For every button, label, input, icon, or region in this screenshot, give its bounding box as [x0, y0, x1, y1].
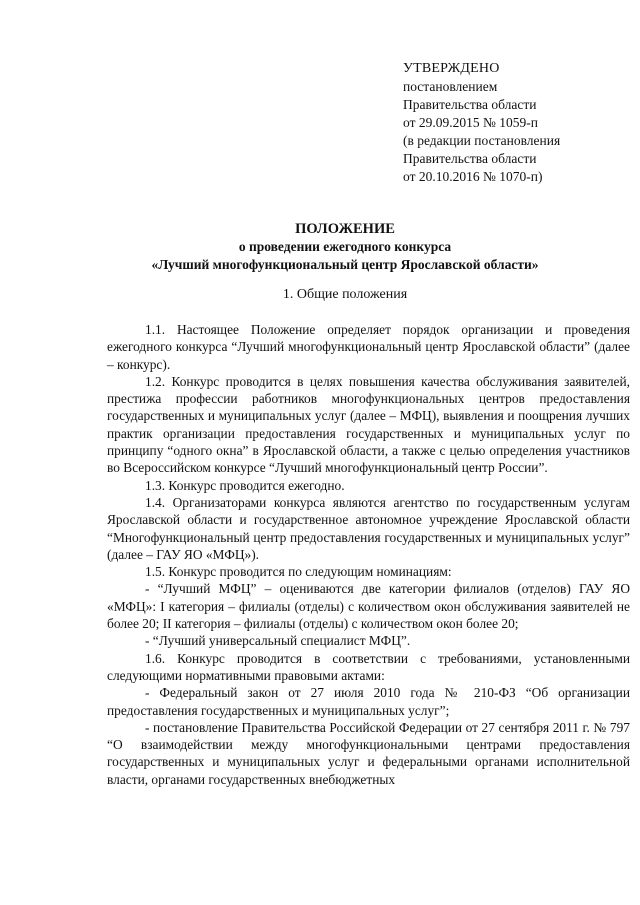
document-body — [107, 321, 630, 788]
approval-line: (в редакции постановления — [403, 133, 561, 148]
approval-line: постановлением — [403, 79, 498, 94]
approval-heading: УТВЕРЖДЕНО — [403, 61, 500, 76]
approval-line: Правительства области — [403, 97, 537, 112]
list-item-best-specialist: - “Лучший универсальный специалист МФЦ”. — [145, 633, 411, 649]
document-title — [60, 220, 630, 274]
paragraph-1-2: 1.2. Конкурс проводится в целях повышения качества обслуживания заявителей, престижа профессии работников многофункциональных центров предоставления государственных и муниципальных услуг (далее – МФЦ), выявления и поощрения лучших практик организации предоставления государственных и муниципальных услуг по принципу “одного окна” в Ярославской области, а также с целью определения участников во Всероссийском конкурсе “Лучший многофункциональный центр России”. — [107, 373, 630, 476]
paragraph-1-3: 1.3. Конкурс проводится ежегодно. — [145, 477, 345, 493]
approval-stamp — [403, 60, 628, 186]
approval-line: от 29.09.2015 № 1059-п — [403, 115, 538, 130]
approval-line: Правительства области — [403, 151, 537, 166]
section-heading: 1. Общие положения — [282, 287, 408, 302]
list-item-federal-law: - Федеральный закон от 27 июля 2010 года № 210-ФЗ “Об организации предоставления государственных и муниципальных услуг”; — [107, 685, 630, 718]
paragraph-1-6: 1.6. Конкурс проводится в соответствии с требованиями, установленными следующими нормативными правовыми актами: — [107, 650, 630, 683]
approval-line: от 20.10.2016 № 1070-п) — [403, 169, 543, 184]
title-contest-name: «Лучший многофункциональный центр Ярославской области» — [151, 257, 539, 272]
paragraph-1-4: 1.4. Организаторами конкурса являются агентство по государственным услугам Ярославской области и государственное автономное учреждение Ярославской области “Многофункциональный центр предоставления государственных и муниципальных услуг” (далее – ГАУ ЯО «МФЦ»). — [107, 494, 630, 562]
title-subtitle: о проведении ежегодного конкурса — [238, 239, 452, 254]
paragraph-1-5: 1.5. Конкурс проводится по следующим номинациям: — [145, 564, 452, 580]
paragraph-1-1: 1.1. Настоящее Положение определяет порядок организации и проведения ежегодного конкурса “Лучший многофункциональный центр Ярославской области” (далее – конкурс). — [107, 322, 630, 372]
list-item-best-mfc: - “Лучший МФЦ” – оцениваются две категории филиалов (отделов) ГАУ ЯО «МФЦ»: I категория – филиалы (отделы) с количеством окон обслуживания заявителей не более 20; II категория – филиалы (отделы) с количеством окон более 20; — [107, 581, 630, 632]
list-item-government-decree: - постановление Правительства Российской Федерации от 27 сентября 2011 г. № 797 “О взаимодействии между многофункциональными центрами предоставления государственных и муниципальных услуг и федеральными органами исполнительной власти, органами государственных внебюджетных — [107, 719, 630, 787]
title-main: ПОЛОЖЕНИЕ — [295, 221, 395, 237]
